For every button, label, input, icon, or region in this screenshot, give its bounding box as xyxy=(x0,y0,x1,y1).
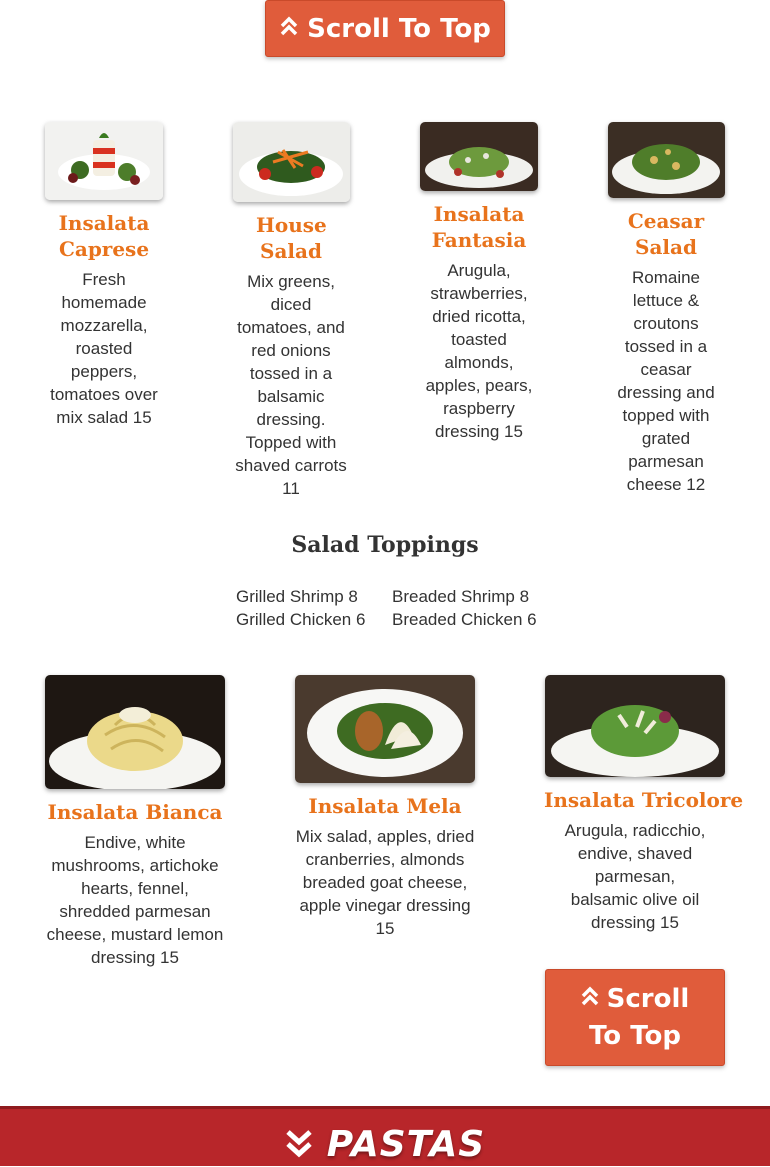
item-name: Ceasar Salad xyxy=(627,209,705,259)
item-description: Mix salad, apples, dried cranberries, almonds breaded goat cheese, apple vinegar dressing 15 xyxy=(295,827,475,938)
section-heading-pastas[interactable] xyxy=(0,1124,770,1167)
scroll-to-top-button[interactable] xyxy=(265,0,505,57)
item-description: Arugula, strawberries, dried ricotta, toasted almonds, apples, pears, raspberry dressing 15 xyxy=(425,261,533,441)
topping-item: Breaded Chicken 6 xyxy=(392,610,537,629)
menu-item-insalata-bianca xyxy=(44,675,226,969)
item-name: Insalata Tricolore xyxy=(544,788,744,812)
menu-item-insalata-fantasia xyxy=(419,122,539,443)
item-name: Insalata Mela xyxy=(308,794,462,818)
toppings-right-column xyxy=(392,585,537,631)
salad-photo xyxy=(295,675,475,783)
scroll-to-top-label-line1: Scroll xyxy=(606,983,690,1014)
menu-item-ceasar-salad xyxy=(606,122,726,496)
salad-photo xyxy=(45,122,163,200)
menu-item-insalata-tricolore xyxy=(544,675,744,934)
double-chevron-down-icon xyxy=(285,1126,313,1167)
double-chevron-up-icon xyxy=(581,981,599,1018)
item-name: Insalata Bianca xyxy=(47,800,223,824)
scroll-to-top-button-bottom[interactable] xyxy=(545,969,725,1066)
item-name: Insalata Caprese xyxy=(58,211,150,261)
salad-photo xyxy=(608,122,725,198)
item-description: Arugula, radicchio, endive, shaved parmesan, balsamic olive oil dressing 15 xyxy=(564,821,706,932)
menu-item-insalata-caprese xyxy=(44,122,164,429)
menu-item-insalata-mela xyxy=(294,675,476,940)
item-description: Mix greens, diced tomatoes, and red onions tossed in a balsamic dressing. Topped with shaved carrots 11 xyxy=(235,272,347,498)
toppings-left-column xyxy=(236,585,365,631)
toppings-title: Salad Toppings xyxy=(291,532,479,558)
item-description: Endive, white mushrooms, artichoke hearts, fennel, shredded parmesan cheese, mustard lemon dressing 15 xyxy=(46,833,224,967)
item-name: House Salad xyxy=(256,213,327,263)
item-description: Romaine lettuce & croutons tossed in a ceasar dressing and topped with grated parmesan cheese 12 xyxy=(617,268,715,494)
topping-item: Grilled Chicken 6 xyxy=(236,610,366,629)
item-description: Fresh homemade mozzarella, roasted peppers, tomatoes over mix salad 15 xyxy=(50,270,158,427)
section-heading-label: PASTAS xyxy=(326,1124,486,1165)
salad-photo xyxy=(545,675,725,777)
menu-item-house-salad xyxy=(231,122,351,500)
topping-item: Breaded Shrimp 8 xyxy=(392,587,530,606)
salad-photo xyxy=(45,675,225,789)
scroll-to-top-label-line2: To Top xyxy=(589,1020,681,1051)
topping-item: Grilled Shrimp 8 xyxy=(236,587,358,606)
salad-photo xyxy=(420,122,538,191)
item-name: Insalata Fantasia xyxy=(431,202,527,252)
salad-photo xyxy=(233,122,350,202)
double-chevron-up-icon xyxy=(279,14,299,44)
scroll-to-top-label: Scroll To Top xyxy=(307,13,491,44)
